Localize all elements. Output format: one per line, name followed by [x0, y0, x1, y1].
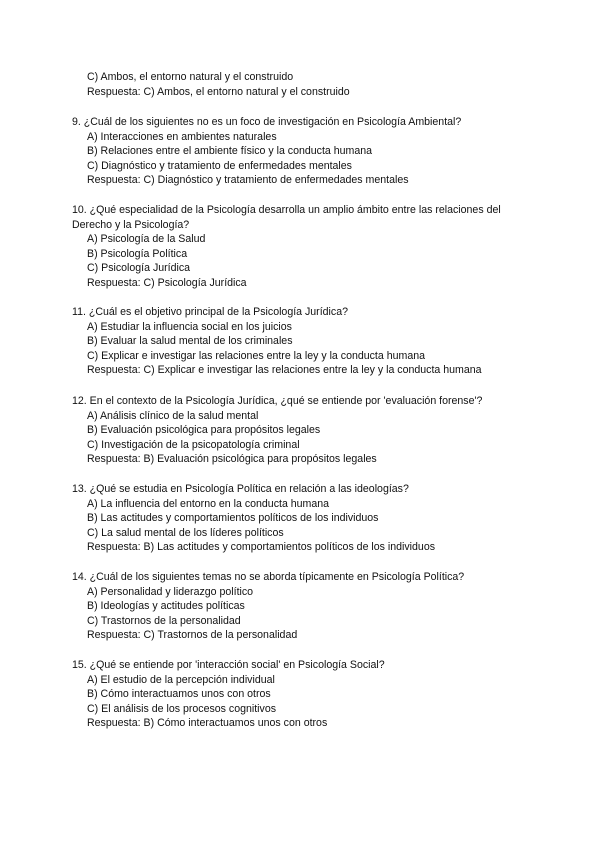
- question-14: [72, 570, 532, 643]
- option-c: C) Explicar e investigar las relaciones entre la ley y la conducta humana: [87, 349, 425, 362]
- question-15: [72, 658, 532, 731]
- question-13: [72, 482, 532, 555]
- option-c: C) El análisis de los procesos cognitivos: [87, 702, 277, 715]
- answer: Respuesta: B) Cómo interactuamos unos con otros: [87, 717, 328, 730]
- question-10: [72, 203, 532, 291]
- answer: Respuesta: C) Explicar e investigar las relaciones entre la ley y la conducta humana: [87, 364, 482, 377]
- answer: Respuesta: B) Las actitudes y comportamientos políticos de los individuos: [87, 541, 436, 554]
- answer: Respuesta: C) Trastornos de la personalidad: [87, 629, 298, 642]
- answer: Respuesta: B) Evaluación psicológica para propósitos legales: [87, 453, 377, 466]
- option-b: B) Relaciones entre el ambiente físico y la conducta humana: [87, 145, 373, 158]
- option-c: C) La salud mental de los líderes políticos: [87, 526, 284, 539]
- option-c: C) Ambos, el entorno natural y el construido: [87, 71, 294, 83]
- option-a: A) Estudiar la influencia social en los juicios: [87, 320, 292, 333]
- option-c: C) Trastornos de la personalidad: [87, 614, 241, 627]
- question-stem: 12. En el contexto de la Psicología Jurídica, ¿qué se entiende por 'evaluación forense'?: [72, 395, 483, 407]
- option-b: B) Las actitudes y comportamientos políticos de los individuos: [87, 512, 379, 525]
- question-stem: 15. ¿Qué se entiende por 'interacción social' en Psicología Social?: [72, 659, 385, 671]
- option-a: A) Análisis clínico de la salud mental: [87, 409, 259, 422]
- answer: Respuesta: C) Ambos, el entorno natural y el construido: [87, 85, 350, 98]
- option-b: B) Psicología Política: [87, 247, 188, 260]
- option-c: C) Psicología Jurídica: [87, 262, 191, 275]
- question-stem: 10. ¿Qué especialidad de la Psicología desarrolla un amplio ámbito entre las relaciones del Derecho y la Psicología?: [72, 204, 501, 231]
- option-a: A) La influencia del entorno en la conducta humana: [87, 497, 330, 510]
- option-c: C) Investigación de la psicopatología criminal: [87, 438, 300, 451]
- option-a: A) Interacciones en ambientes naturales: [87, 130, 277, 143]
- question-stem: 13. ¿Qué se estudia en Psicología Política en relación a las ideologías?: [72, 483, 409, 495]
- option-c: C) Diagnóstico y tratamiento de enfermedades mentales: [87, 159, 352, 172]
- question-stem: 11. ¿Cuál es el objetivo principal de la Psicología Jurídica?: [72, 306, 348, 318]
- question-9: [72, 115, 532, 188]
- question-stem: 9. ¿Cuál de los siguientes no es un foco de investigación en Psicología Ambiental?: [72, 116, 462, 128]
- answer: Respuesta: C) Psicología Jurídica: [87, 276, 247, 289]
- option-a: A) El estudio de la percepción individual: [87, 673, 275, 686]
- answer: Respuesta: C) Diagnóstico y tratamiento de enfermedades mentales: [87, 174, 409, 187]
- option-b: B) Cómo interactuamos unos con otros: [87, 688, 271, 701]
- option-b: B) Evaluación psicológica para propósitos legales: [87, 424, 321, 437]
- option-a: A) Psicología de la Salud: [87, 233, 206, 246]
- question-8-continuation: [72, 70, 532, 99]
- option-b: B) Evaluar la salud mental de los criminales: [87, 335, 293, 348]
- question-11: [72, 305, 532, 378]
- option-b: B) Ideologías y actitudes políticas: [87, 600, 245, 613]
- question-stem: 14. ¿Cuál de los siguientes temas no se aborda típicamente en Psicología Política?: [72, 571, 465, 583]
- option-a: A) Personalidad y liderazgo político: [87, 585, 254, 598]
- question-12: [72, 394, 532, 467]
